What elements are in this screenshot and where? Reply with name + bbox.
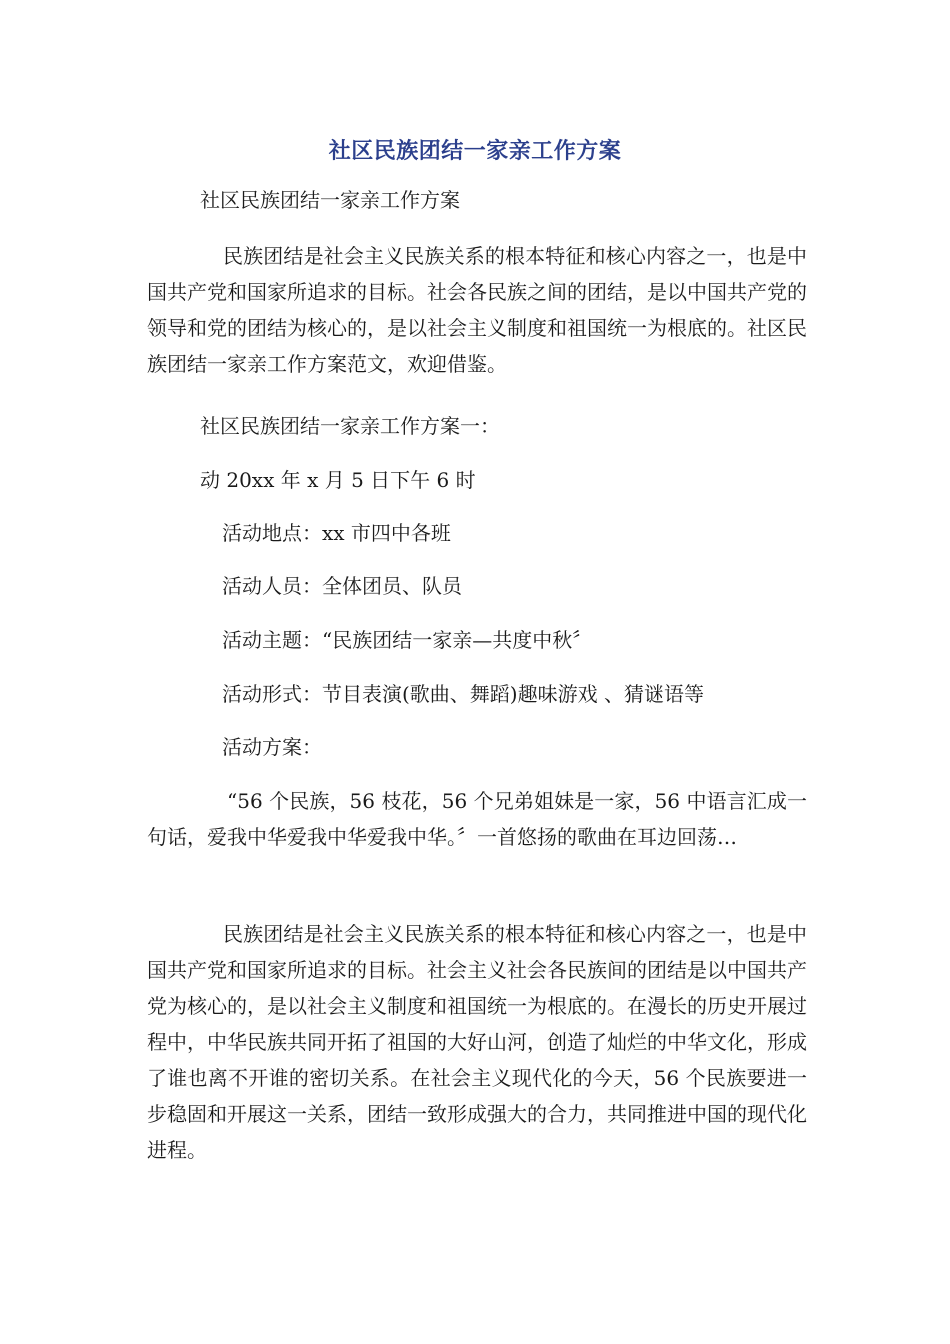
- activity-location: 活动地点：xx 市四中各班: [222, 521, 451, 545]
- intro-paragraph: 民族团结是社会主义民族关系的根本特征和核心内容之一，也是中国共产党和国家所追求的目标。社会各民族之间的团结，是以中国共产党的领导和党的团结为核心的，是以社会主义制度和祖国统一为根底的。社区民族团结一家亲工作方案范文，欢迎借鉴。: [147, 244, 807, 376]
- activity-people: 活动人员：全体团员、队员: [222, 574, 462, 598]
- activity-theme: 活动主题：“民族团结一家亲—共度中秋〞: [222, 628, 593, 652]
- plan-heading: 社区民族团结一家亲工作方案一：: [200, 414, 500, 438]
- subtitle: 社区民族团结一家亲工作方案: [200, 188, 460, 212]
- activity-form: 活动形式：节目表演(歌曲、舞蹈)趣味游戏 、猜谜语等: [222, 682, 704, 706]
- activity-plan: 活动方案：: [222, 735, 322, 759]
- page-title: 社区民族团结一家亲工作方案: [328, 139, 622, 164]
- body-paragraph: 民族团结是社会主义民族关系的根本特征和核心内容之一，也是中国共产党和国家所追求的目标。社会主义社会各民族间的团结是以中国共产党为核心的，是以社会主义制度和祖国统一为根底的。在漫长的历史开展过程中，中华民族共同开拓了祖国的大好山河，创造了灿烂的中华文化，形成了谁也离不开谁的密切关系。在社会主义现代化的今天，56 个民族要进一步稳固和开展这一关系，团结一致形成强大的合力，共同推进中国的现代化进程。: [147, 922, 807, 1162]
- activity-time: 动 20xx 年 x 月 5 日下午 6 时: [200, 468, 476, 492]
- song-quote-paragraph: “56 个民族，56 枝花，56 个兄弟姐妹是一家，56 中语言汇成一句话，爱我中华爱我中华爱我中华。〞一首悠扬的歌曲在耳边回荡…: [147, 789, 807, 849]
